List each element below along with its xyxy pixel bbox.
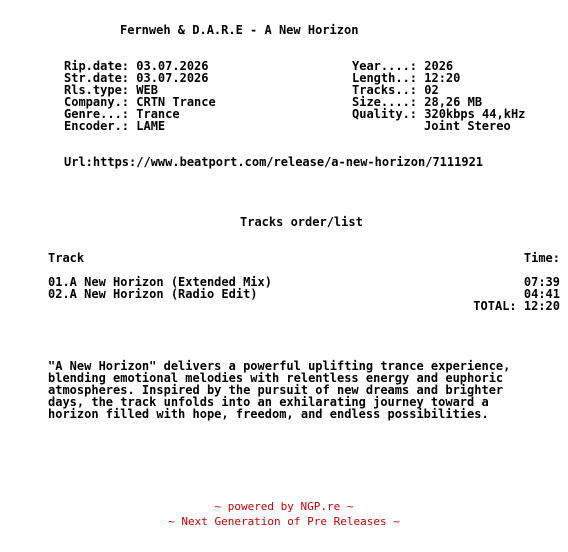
- description-line: days, the track unfolds into an exhilarating journey toward a: [48, 395, 489, 409]
- description: [48, 360, 510, 420]
- time-column-header: Time:: [523, 251, 560, 265]
- track-column-header: Track: [48, 251, 85, 265]
- track-list: [48, 276, 560, 312]
- total-time: TOTAL: 12:20: [473, 299, 560, 313]
- release-url[interactable]: Url:https://www.beatport.com/release/a-new-horizon/7111921: [64, 155, 484, 169]
- rip-date: Rip.date: 03.07.2026: [64, 59, 209, 73]
- tracklist-heading: Tracks order/list: [240, 215, 363, 229]
- description-line: atmospheres. Inspired by the pursuit of new dreams and brighter: [48, 383, 504, 397]
- release-type: Rls.type: WEB: [64, 83, 158, 97]
- description-line: horizon filled with hope, freedom, and endless possibilities.: [48, 407, 489, 421]
- info-right-block: [352, 60, 525, 132]
- description-line: blending emotional melodies with relentless energy and euphoric: [48, 371, 504, 385]
- street-date: Str.date: 03.07.2026: [64, 71, 209, 85]
- footer-powered-by: ~ powered by NGP.re ~: [214, 500, 354, 513]
- track-time: 07:39: [523, 275, 560, 289]
- company: Company.: CRTN Trance: [64, 95, 216, 109]
- description-line: "A New Horizon" delivers a powerful uplifting trance experience,: [48, 359, 511, 373]
- size: Size....: 28,26 MB: [352, 95, 483, 109]
- genre: Genre...: Trance: [64, 107, 180, 121]
- list-item: [48, 300, 560, 312]
- length: Length..: 12:20: [352, 71, 461, 85]
- info-left-block: [64, 60, 216, 132]
- footer-tagline: ~ Next Generation of Pre Releases ~: [168, 515, 400, 528]
- encoder: Encoder.: LAME: [64, 119, 166, 133]
- track-name: 01.A New Horizon (Extended Mix): [48, 275, 272, 289]
- stereo-mode: Joint Stereo: [424, 119, 511, 133]
- track-time: 04:41: [523, 287, 560, 301]
- year: Year....: 2026: [352, 59, 454, 73]
- track-name: 02.A New Horizon (Radio Edit): [48, 287, 258, 301]
- quality: Quality.: 320kbps 44,kHz: [352, 107, 526, 121]
- tracks-count: Tracks..: 02: [352, 83, 439, 97]
- release-title: Fernweh & D.A.R.E - A New Horizon: [120, 23, 359, 37]
